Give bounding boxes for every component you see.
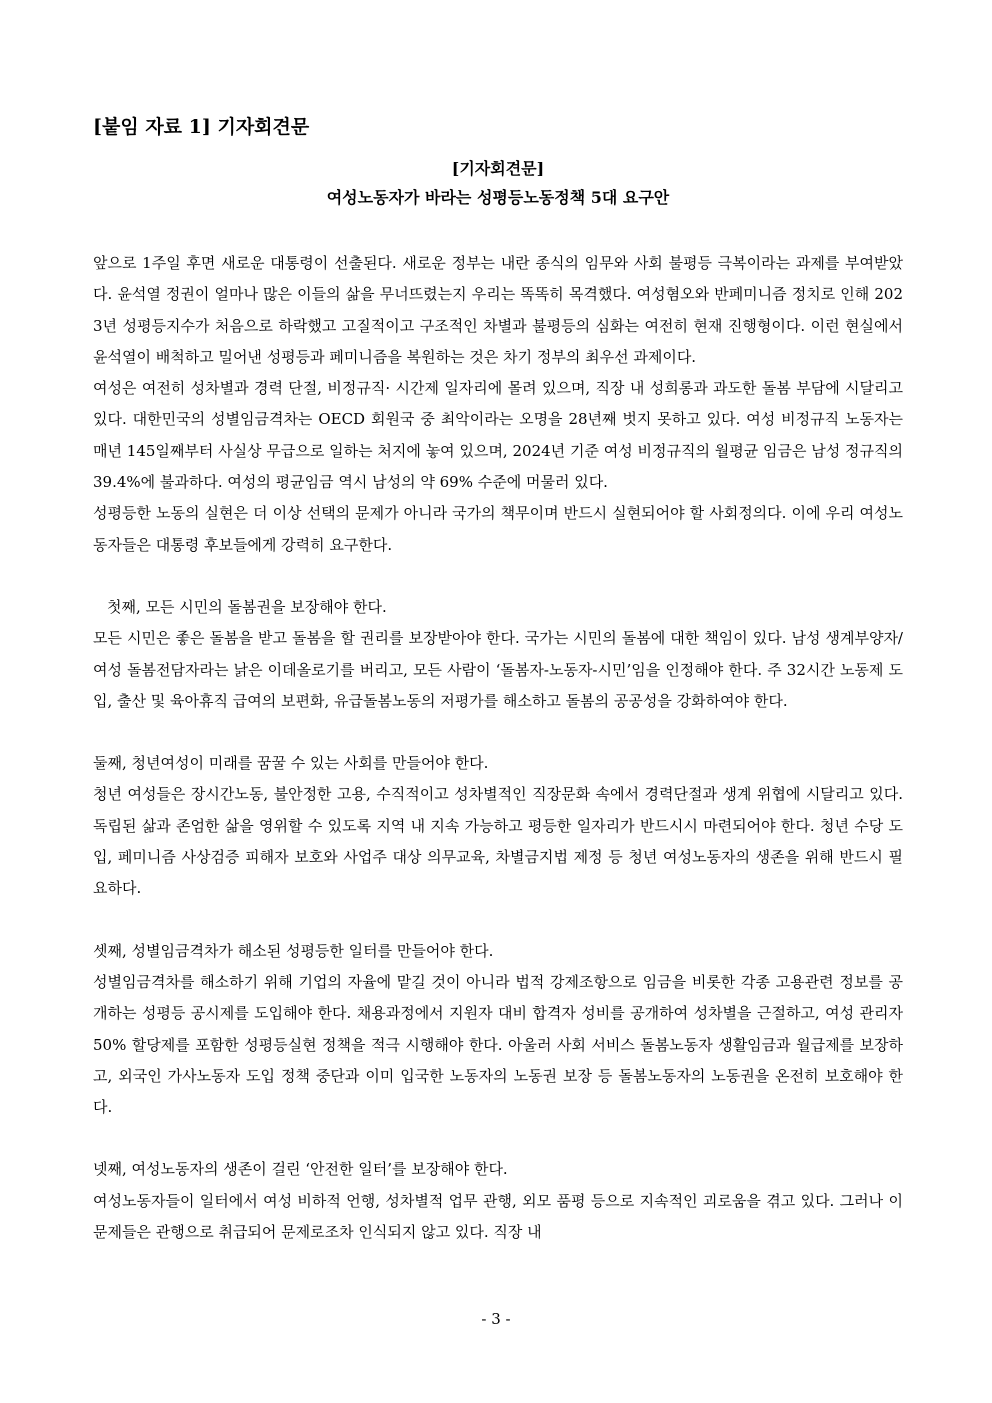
demand-body: 여성노동자들이 일터에서 여성 비하적 언행, 성차별적 업무 관행, 외모 품평 등으로 지속적인 괴로움을 겪고 있다. 그러나 이 문제들은 관행으로 취급되어 문제로조차 인식되지 않고 있다. 직장 내 [93, 1191, 903, 1242]
document-page [93, 112, 903, 1248]
demand-heading: 넷째, 여성노동자의 생존이 걸린 ‘안전한 일터’를 보장해야 한다. [93, 1160, 508, 1179]
document-title: 여성노동자가 바라는 성평등노동정책 5대 요구안 [326, 188, 670, 207]
demand-heading: 셋째, 성별임금격차가 해소된 성평등한 일터를 만들어야 한다. [93, 941, 494, 960]
demand-body: 모든 시민은 좋은 돌봄을 받고 돌봄을 할 권리를 보장받아야 한다. 국가는 시민의 돌봄에 대한 책임이 있다. 남성 생계부양자/여성 돌봄전담자라는 낡은 이데올로기를 버리고, 모든 사람이 ‘돌봄자-노동자-시민’임을 인정해야 한다. 주 32시간 노동제 도입, 출산 및 육아휴직 급여의 보편화, 유급돌봄노동의 저평가를 해소하고 돌봄의 공공성을 강화하여야 한다. [93, 629, 903, 710]
intro-paragraph: 성평등한 노동의 실현은 더 이상 선택의 문제가 아니라 국가의 책무이며 반드시 실현되어야 할 사회정의다. 이에 우리 여성노동자들은 대통령 후보들에게 강력히 요구한다. [93, 504, 903, 554]
demand-heading: 둘째, 청년여성이 미래를 꿈꿀 수 있는 사회를 만들어야 한다. [93, 754, 489, 773]
document-label: [기자회견문] [451, 159, 545, 178]
intro-paragraph: 앞으로 1주일 후면 새로운 대통령이 선출된다. 새로운 정부는 내란 종식의 임무와 사회 불평등 극복이라는 과제를 부여받았다. 윤석열 정권이 얼마나 많은 이들의 삶을 무너뜨렸는지 우리는 똑똑히 목격했다. 여성혐오와 반페미니즘 정치로 인해 2023년 성평등지수가 처음으로 하락했고 고질적이고 구조적인 차별과 불평등의 심화는 여전히 현재 진행형이다. 이런 현실에서 윤석열이 배척하고 밀어낸 성평등과 페미니즘을 복원하는 것은 차기 정부의 최우선 과제이다. [93, 254, 903, 366]
demand-body: 성별임금격차를 해소하기 위해 기업의 자율에 맡길 것이 아니라 법적 강제조항으로 임금을 비롯한 각종 고용관련 정보를 공개하는 성평등 공시제를 도입해야 한다. 채용과정에서 지원자 대비 합격자 성비를 공개하여 성차별을 근절하고, 여성 관리자 50% 할당제를 포함한 성평등실현 정책을 적극 시행해야 한다. 아울러 사회 서비스 돌봄노동자 생활임금과 월급제를 보장하고, 외국인 가사노동자 도입 정책 중단과 이미 입국한 노동자의 노동권 보장 등 돌봄노동자의 노동권을 온전히 보호해야 한다. [93, 972, 903, 1117]
demand-heading: 첫째, 모든 시민의 돌봄권을 보장해야 한다. [107, 597, 387, 616]
demand-body: 청년 여성들은 장시간노동, 불안정한 고용, 수직적이고 성차별적인 직장문화 속에서 경력단절과 생계 위협에 시달리고 있다. 독립된 삶과 존엄한 삶을 영위할 수 있도록 지역 내 지속 가능하고 평등한 일자리가 반드시시 마련되어야 한다. 청년 수당 도입, 페미니즘 사상검증 피해자 보호와 사업주 대상 의무교육, 차별금지법 제정 등 청년 여성노동자의 생존을 위해 반드시 필요하다. [93, 785, 903, 898]
page-number: - 3 - [481, 1310, 511, 1328]
intro-paragraph: 여성은 여전히 성차별과 경력 단절, 비정규직· 시간제 일자리에 몰려 있으며, 직장 내 성희롱과 과도한 돌봄 부담에 시달리고 있다. 대한민국의 성별임금격차는 OECD 회원국 중 최악이라는 오명을 28년째 벗지 못하고 있다. 여성 비정규직 노동자는 매년 145일째부터 사실상 무급으로 일하는 처지에 놓여 있으며, 2024년 기준 여성 비정규직의 월평균 임금은 남성 정규직의 39.4%에 불과하다. 여성의 평균임금 역시 남성의 약 69% 수준에 머물러 있다. [93, 379, 903, 492]
attachment-title: [붙임 자료 1] 기자회견문 [93, 116, 310, 138]
